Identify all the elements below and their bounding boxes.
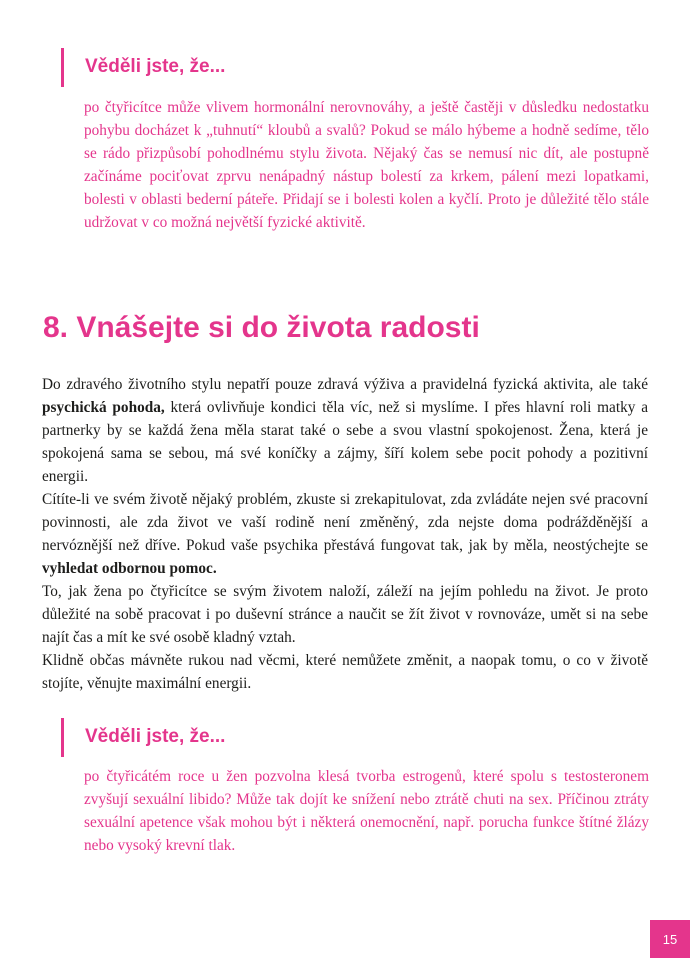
emphasis: psychická pohoda, [42,399,165,416]
did-you-know-title: Věděli jste, že... [85,56,226,77]
did-you-know-text: po čtyřicítce může vlivem hormonální nerovnováhy, a ještě častěji v důsledku nedostatku pohybu docházet k „tuhnutí“ kloubů a svalů? Pokud se málo hýbeme a hodně sedíme, tělo se rádo přizpůsobí pohodlnému stylu života. Nějaký čas se nemusí nic dít, ale postupně začínáme pociťovat zprvu nenápadný nástup bolestí za krkem, pálení mezi lopatkami, bolesti v oblasti bederní páteře. Přidají se i bolesti kolen a kyčlí. Proto je důležité tělo stále udržovat v co možná největší fyzické aktivitě. [84,99,649,231]
accent-bar [61,718,64,757]
did-you-know-title: Věděli jste, že... [85,726,226,747]
paragraph: Klidně občas mávněte rukou nad věcmi, které nemůžete změnit, a naopak tomu, o co v životě stojíte, věnujte maximální energii. [42,652,648,692]
section-body [42,373,648,695]
page-number: 15 [650,920,690,958]
paragraph: To, jak žena po čtyřicítce se svým životem naloží, záleží na jejím pohledu na život. Je proto důležité na sobě pracovat i po duševní stránce a naučit se žít život v rovnováze, umět si na sebe najít čas a mít ke své osobě kladný vztah. [42,583,648,646]
emphasis: vyhledat odbornou pomoc. [42,560,217,577]
paragraph: Do zdravého životního stylu nepatří pouze zdravá výživa a pravidelná fyzická aktivita, ale také psychická pohoda, která ovlivňuje kondici těla víc, než si myslíme. I přes hlavní roli matky a partnerky by se každá žena měla starat také o sebe a svou vlastní spokojenost. Žena, která je spokojená sama se sebou, má své koníčky a zájmy, šíří kolem sebe pocit pohody a pozitivní energii. [42,376,649,485]
did-you-know-text: po čtyřicátém roce u žen pozvolna klesá tvorba estrogenů, které spolu s testosteronem zvyšují sexuální libido? Může tak dojít ke snížení nebo ztrátě chuti na sex. Příčinou ztráty sexuální apetence však mohou být i některá onemocnění, např. porucha funkce štítné žlázy nebo vysoký krevní tlak. [84,768,649,854]
accent-bar [61,48,64,87]
section-heading: 8. Vnášejte si do života radosti [43,311,480,344]
paragraph: Cítíte-li ve svém životě nějaký problém, zkuste si zrekapitulovat, zda zvládáte nejen své pracovní povinnosti, ale zda život ve vaší rodině není změněný, zda nejste doma podrážděnější a nervóznější než dříve. Pokud vaše psychika přestává fungovat tak, jak by měla, neostýchejte se vyhledat odbornou pomoc. [42,491,648,577]
